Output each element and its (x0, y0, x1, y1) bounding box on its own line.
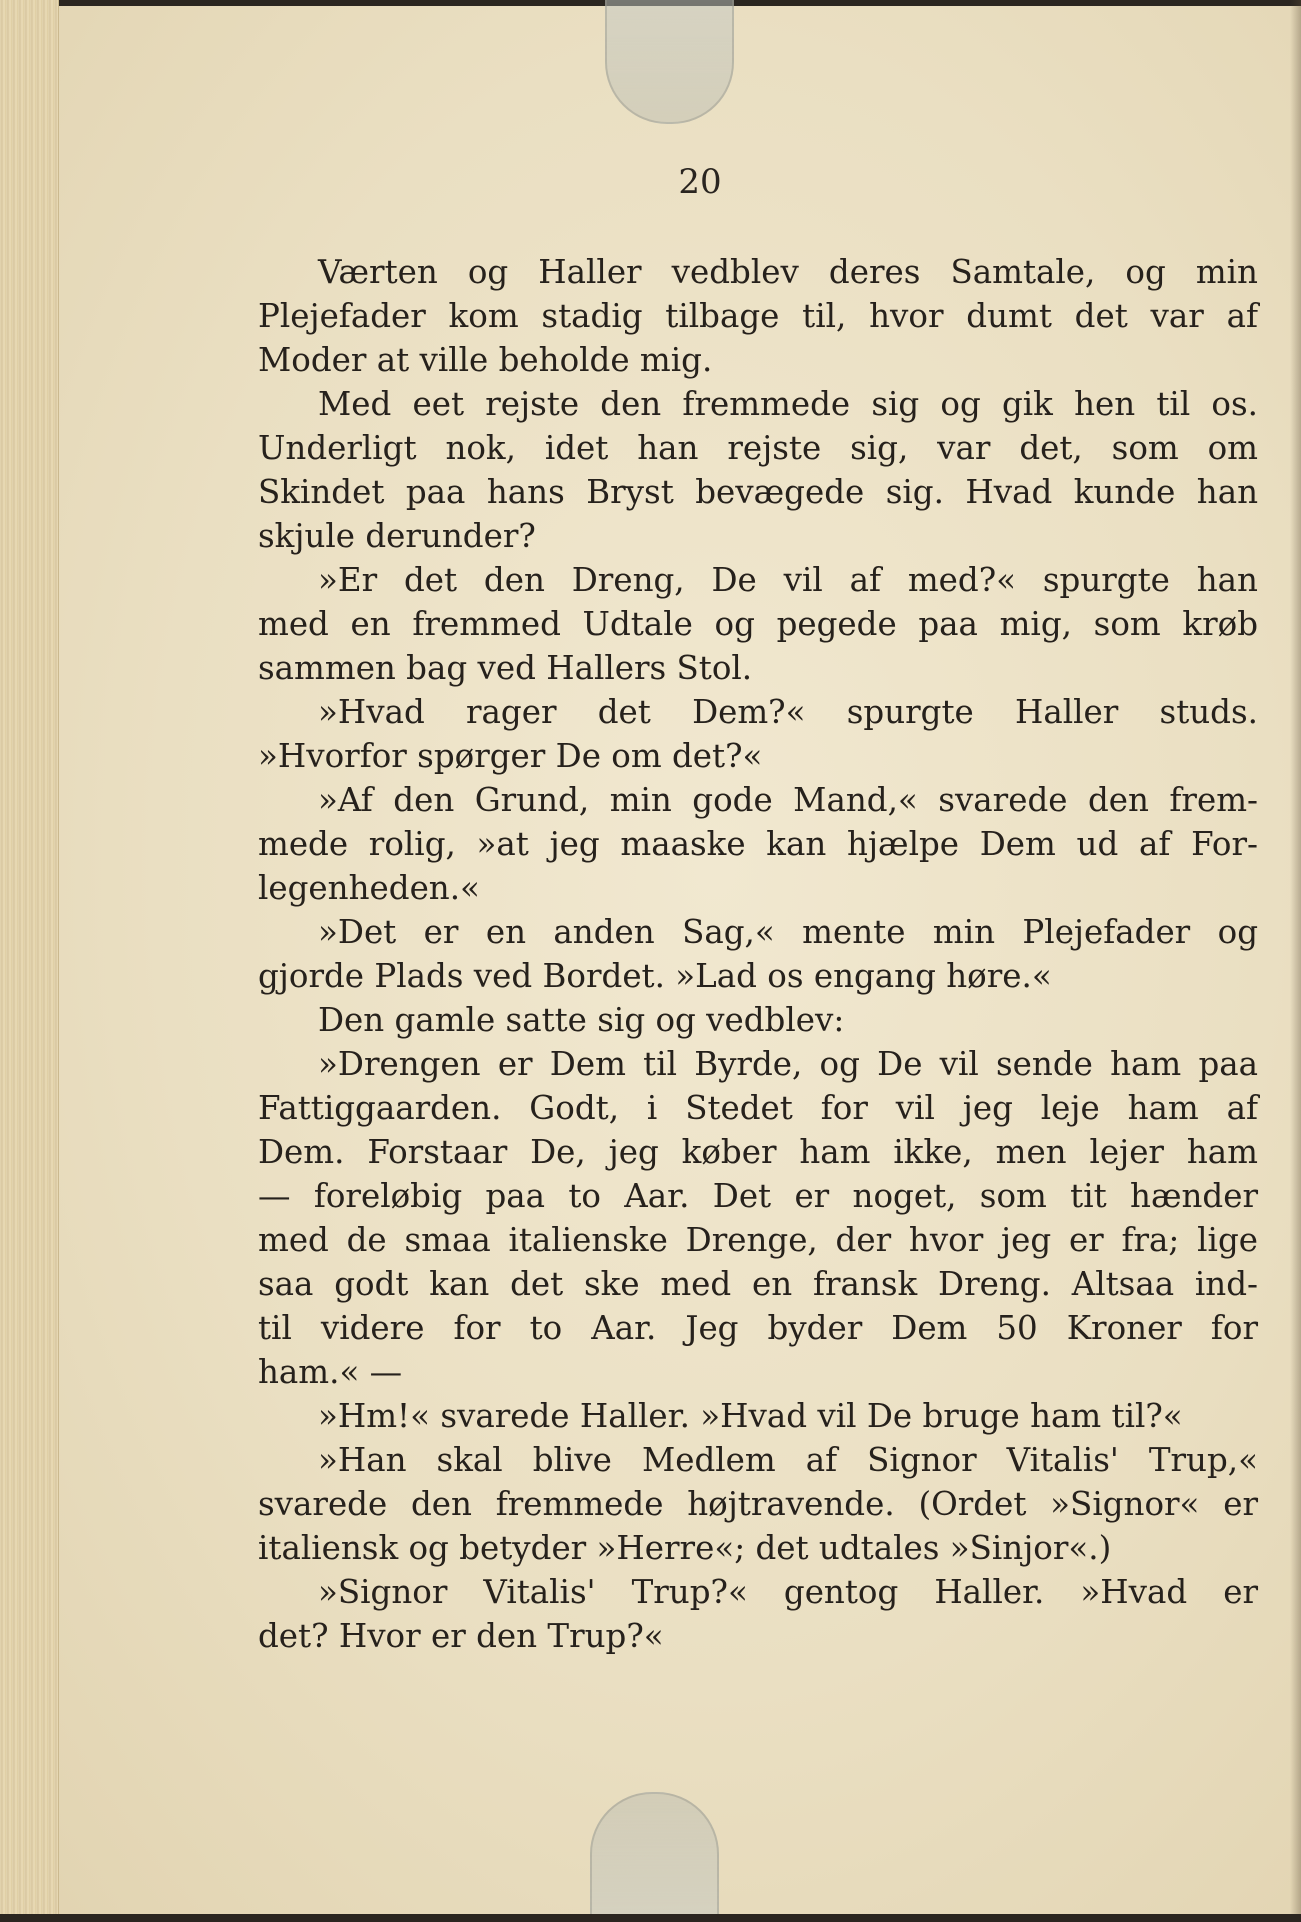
text-line: saa godt kan det ske med en fransk Dreng. Altsaa ind- (258, 1265, 1258, 1303)
text-line: »Hvorfor spørger De om det?« (258, 737, 763, 775)
paragraph (258, 778, 1258, 910)
text-line: Skindet paa hans Bryst bevægede sig. Hvad kunde han (258, 473, 1258, 511)
text-line: »Det er en anden Sag,« mente min Plejefader og (318, 913, 1258, 951)
paragraph (258, 910, 1258, 998)
text-line: »Er det den Dreng, De vil af med?« spurgte han (318, 561, 1258, 599)
text-line: italiensk og betyder »Herre«; det udtales »Sinjor«.) (258, 1529, 1112, 1567)
paragraph (258, 998, 1258, 1042)
paragraph (258, 1394, 1258, 1438)
text-line: »Drengen er Dem til Byrde, og De vil sende ham paa (318, 1045, 1258, 1083)
top-clip (605, 0, 734, 124)
text-line: »Hm!« svarede Haller. »Hvad vil De bruge ham til?« (318, 1397, 1183, 1435)
text-line: »Signor Vitalis' Trup?« gentog Haller. »Hvad er (318, 1573, 1258, 1611)
text-line: — foreløbig paa to Aar. Det er noget, som tit hænder (258, 1177, 1258, 1215)
text-line: »Af den Grund, min gode Mand,« svarede den frem- (318, 781, 1258, 819)
text-line: det? Hvor er den Trup?« (258, 1617, 664, 1655)
text-line: svarede den fremmede højtravende. (Ordet »Signor« er (258, 1485, 1258, 1523)
binding-shadow (1290, 0, 1301, 1922)
text-line: med de smaa italienske Drenge, der hvor jeg er fra; lige (258, 1221, 1258, 1259)
text-line: skjule derunder? (258, 517, 536, 555)
paragraph (258, 382, 1258, 558)
text-line: ham.« — (258, 1353, 403, 1391)
text-line: Med eet rejste den fremmede sig og gik hen til os. (318, 385, 1258, 423)
text-line: legenheden.« (258, 869, 480, 907)
text-line: »Hvad rager det Dem?« spurgte Haller studs. (318, 693, 1258, 731)
text-line: Plejefader kom stadig tilbage til, hvor dumt det var af (258, 297, 1258, 335)
paragraph (258, 1570, 1258, 1658)
page-stack-edge (0, 0, 59, 1922)
bottom-clip (590, 1792, 719, 1922)
text-line: gjorde Plads ved Bordet. »Lad os engang høre.« (258, 957, 1052, 995)
text-line: til videre for to Aar. Jeg byder Dem 50 Kroner for (258, 1309, 1258, 1347)
text-line: Fattiggaarden. Godt, i Stedet for vil jeg leje ham af (258, 1089, 1258, 1127)
body-text (258, 250, 1258, 1658)
text-line: sammen bag ved Hallers Stol. (258, 649, 753, 687)
text-line: Værten og Haller vedblev deres Samtale, og min (318, 253, 1258, 291)
paragraph (258, 1042, 1258, 1394)
text-line: mede rolig, »at jeg maaske kan hjælpe Dem ud af For- (258, 825, 1258, 863)
text-line: Dem. Forstaar De, jeg køber ham ikke, men lejer ham (258, 1133, 1258, 1171)
text-line: med en fremmed Udtale og pegede paa mig, som krøb (258, 605, 1258, 643)
paragraph (258, 250, 1258, 382)
paragraph (258, 558, 1258, 690)
text-line: Moder at ville beholde mig. (258, 341, 713, 379)
scan-bottom-border (0, 1914, 1301, 1922)
text-line: Underligt nok, idet han rejste sig, var det, som om (258, 429, 1258, 467)
text-line: »Han skal blive Medlem af Signor Vitalis' Trup,« (318, 1441, 1258, 1479)
paragraph (258, 1438, 1258, 1570)
text-line: Den gamle satte sig og vedblev: (318, 1001, 845, 1039)
paragraph (258, 690, 1258, 778)
page-number: 20 (678, 162, 722, 202)
